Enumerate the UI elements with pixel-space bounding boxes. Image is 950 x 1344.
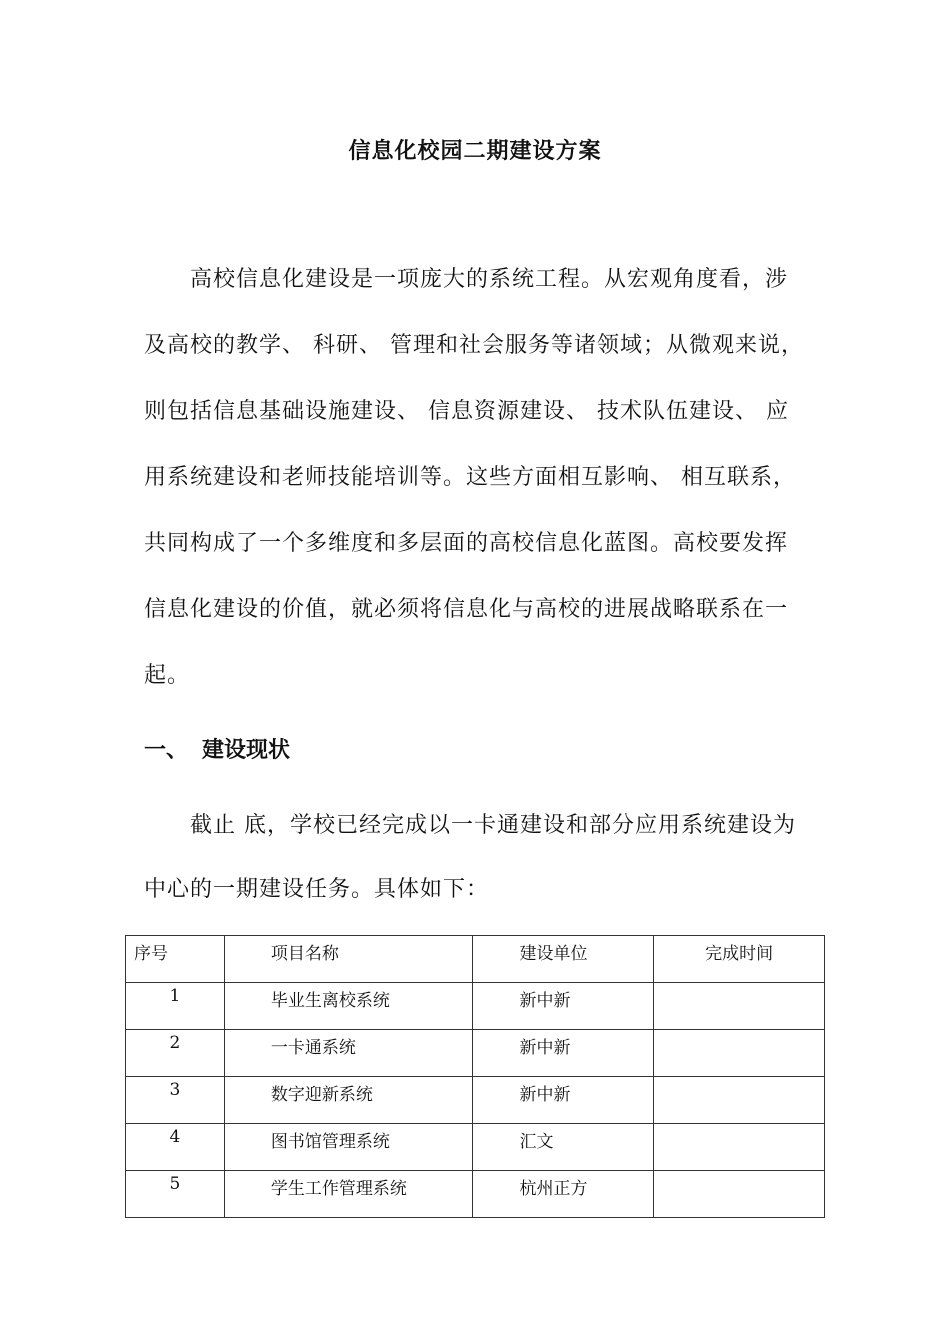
intro-line: 共同构成了一个多维度和多层面的高校信息化蓝图。高校要发挥	[144, 531, 789, 556]
table-row	[126, 1171, 825, 1218]
table-cell: 3	[126, 1077, 225, 1124]
header-cell: 序号	[126, 936, 225, 983]
header-cell: 项目名称	[224, 936, 473, 983]
table-cell: 新中新	[473, 1030, 654, 1077]
table-cell: 2	[126, 1030, 225, 1077]
table-cell: 1	[126, 983, 225, 1030]
table-cell: 4	[126, 1124, 225, 1171]
header-cell: 完成时间	[654, 936, 825, 983]
table-row	[126, 1077, 825, 1124]
table-cell: 新中新	[473, 983, 654, 1030]
table-cell: 学生工作管理系统	[224, 1171, 473, 1218]
table-cell	[654, 983, 825, 1030]
header-cell: 建设单位	[473, 936, 654, 983]
table-cell: 5	[126, 1171, 225, 1218]
table-row	[126, 983, 825, 1030]
intro-line: 起。	[144, 663, 191, 688]
intro-line: 用系统建设和老师技能培训等。这些方面相互影响、 相互联系，	[144, 465, 796, 490]
table-row	[126, 1030, 825, 1077]
projects-table	[125, 935, 825, 1218]
table-cell: 图书馆管理系统	[224, 1124, 473, 1171]
table-cell: 杭州正方	[473, 1171, 654, 1218]
table-header-row	[126, 936, 825, 983]
status-line: 截止 底，学校已经完成以一卡通建设和部分应用系统建设为	[144, 813, 796, 838]
table-cell: 数字迎新系统	[224, 1077, 473, 1124]
table-row	[126, 1124, 825, 1171]
table-cell: 汇文	[473, 1124, 654, 1171]
table-cell	[654, 1171, 825, 1218]
status-line: 中心的一期建设任务。具体如下：	[144, 877, 490, 902]
table-cell: 一卡通系统	[224, 1030, 473, 1077]
section-heading	[144, 733, 290, 764]
document-title: 信息化校园二期建设方案	[348, 139, 602, 164]
section-title: 建设现状	[202, 738, 291, 763]
table-cell: 新中新	[473, 1077, 654, 1124]
intro-line: 及高校的教学、 科研、 管理和社会服务等诸领域；从微观来说，	[144, 333, 804, 358]
section-number: 一、	[144, 738, 189, 763]
table-cell: 毕业生离校系统	[224, 983, 473, 1030]
intro-line: 信息化建设的价值，就必须将信息化与高校的进展战略联系在一	[144, 597, 789, 622]
intro-line: 高校信息化建设是一项庞大的系统工程。从宏观角度看，涉	[144, 267, 789, 292]
table-cell	[654, 1077, 825, 1124]
table-cell	[654, 1124, 825, 1171]
table-cell	[654, 1030, 825, 1077]
intro-line: 则包括信息基础设施建设、 信息资源建设、 技术队伍建设、 应	[144, 399, 789, 424]
